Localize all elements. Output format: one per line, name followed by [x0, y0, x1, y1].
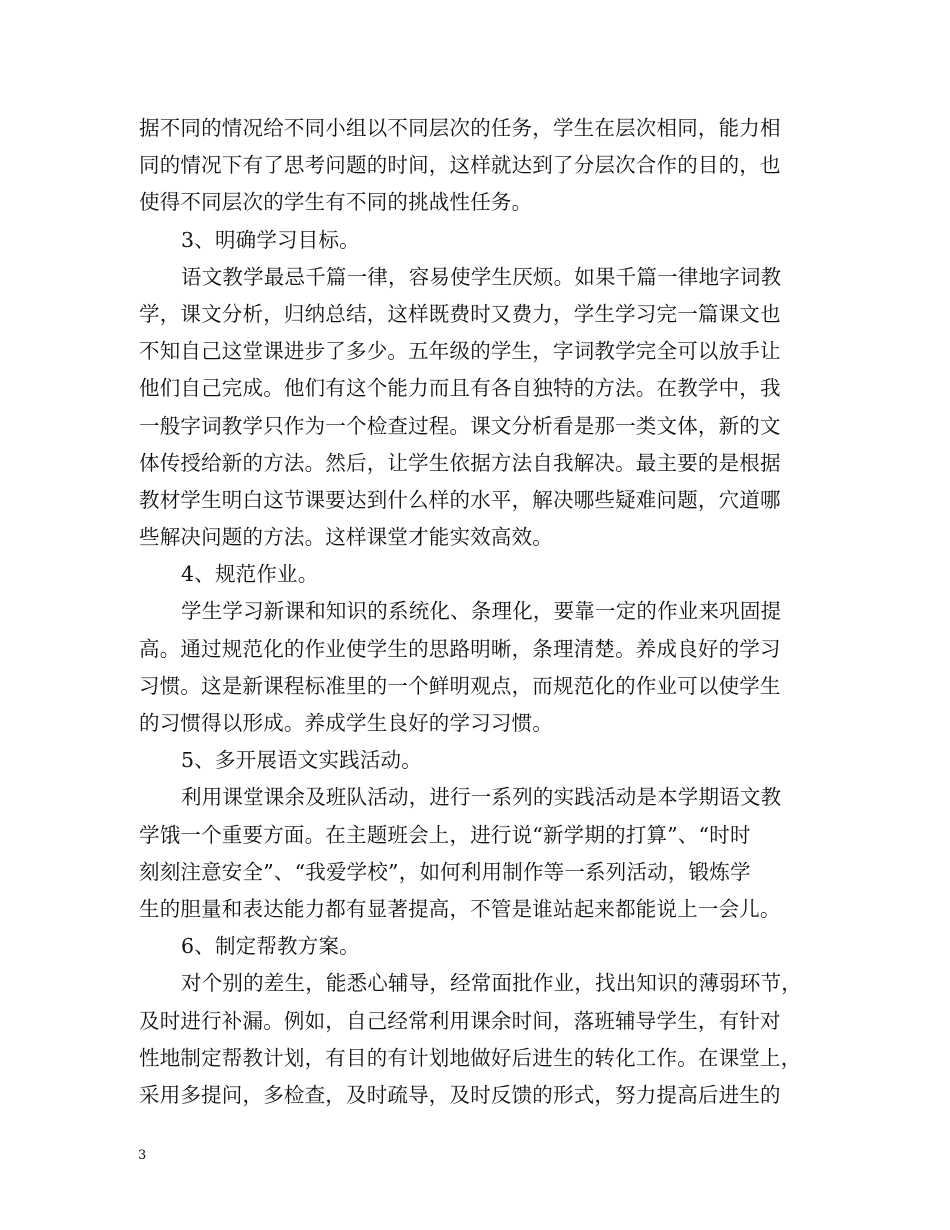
text-line: 学，课文分析，归纳总结，这样既费时又费力，学生学习完一篇课文也: [139, 301, 781, 326]
text-line: 不知自己这堂课进步了多少。五年级的学生，字词教学完全可以放手让: [139, 339, 781, 364]
text-line: 对个别的差生，能悉心辅导，经常面批作业，找出知识的薄弱环节，: [181, 971, 802, 996]
text-line: 学生学习新课和知识的系统化、条理化，要靠一定的作业来巩固提: [181, 599, 782, 624]
text-line: 5、多开展语文实践活动。: [181, 748, 422, 773]
text-line: 3、明确学习目标。: [181, 227, 360, 252]
text-line: 采用多提问，多检查，及时疏导，及时反馈的形式，努力提高后进生的: [139, 1082, 781, 1107]
body-text: [139, 110, 819, 1114]
text-line: 的习惯得以形成。养成学生良好的学习习惯。: [139, 711, 553, 735]
text-line: 使得不同层次的学生有不同的挑战性任务。: [139, 190, 533, 215]
text-line: 及时进行补漏。例如，自己经常利用课余时间，落班辅导学生，有针对: [139, 1008, 781, 1033]
text-line: 刻刻注意安全”、“我爱学校”，如何利用制作等一系列活动，锻炼学: [139, 859, 751, 884]
text-line: 6、制定帮教方案。: [181, 934, 360, 959]
text-line: 体传授给新的方法。然后，让学生依据方法自我解决。最主要的是根据: [139, 450, 781, 475]
text-line: 高。通过规范化的作业使学生的思路明晰，条理清楚。养成良好的学习: [139, 636, 781, 661]
text-line: 据不同的情况给不同小组以不同层次的任务，学生在层次相同，能力相: [139, 116, 781, 140]
text-line: 一般字词教学只作为一个检查过程。课文分析看是那一类文体，新的文: [139, 413, 781, 438]
text-line: 他们自己完成。他们有这个能力而且有各自独特的方法。在教学中，我: [139, 376, 781, 401]
text-line: 学饿一个重要方面。在主题班会上，进行说“新学期的打算”、“时时: [139, 822, 751, 847]
text-line: 利用课堂课余及班队活动，进行一系列的实践活动是本学期语文教: [181, 785, 782, 810]
text-line: 习惯。这是新课程标准里的一个鲜明观点，而规范化的作业可以使学生: [139, 673, 781, 698]
text-line: 些解决问题的方法。这样课堂才能实效高效。: [139, 525, 553, 550]
text-line: 教材学生明白这节课要达到什么样的水平，解决哪些疑难问题，穴道哪: [139, 487, 781, 512]
text-line: 4、规范作业。: [181, 562, 319, 587]
text-line: 生的胆量和表达能力都有显著提高，不管是谁站起来都能说上一会儿。: [139, 896, 781, 921]
text-line: 语文教学最忌千篇一律，容易使学生厌烦。如果千篇一律地字词教: [181, 264, 782, 289]
text-line: 性地制定帮教计划，有目的有计划地做好后进生的转化工作。在课堂上，: [139, 1045, 802, 1070]
text-line: 同的情况下有了思考问题的时间，这样就达到了分层次合作的目的，也: [139, 153, 781, 178]
page-number: 3: [138, 1148, 147, 1163]
